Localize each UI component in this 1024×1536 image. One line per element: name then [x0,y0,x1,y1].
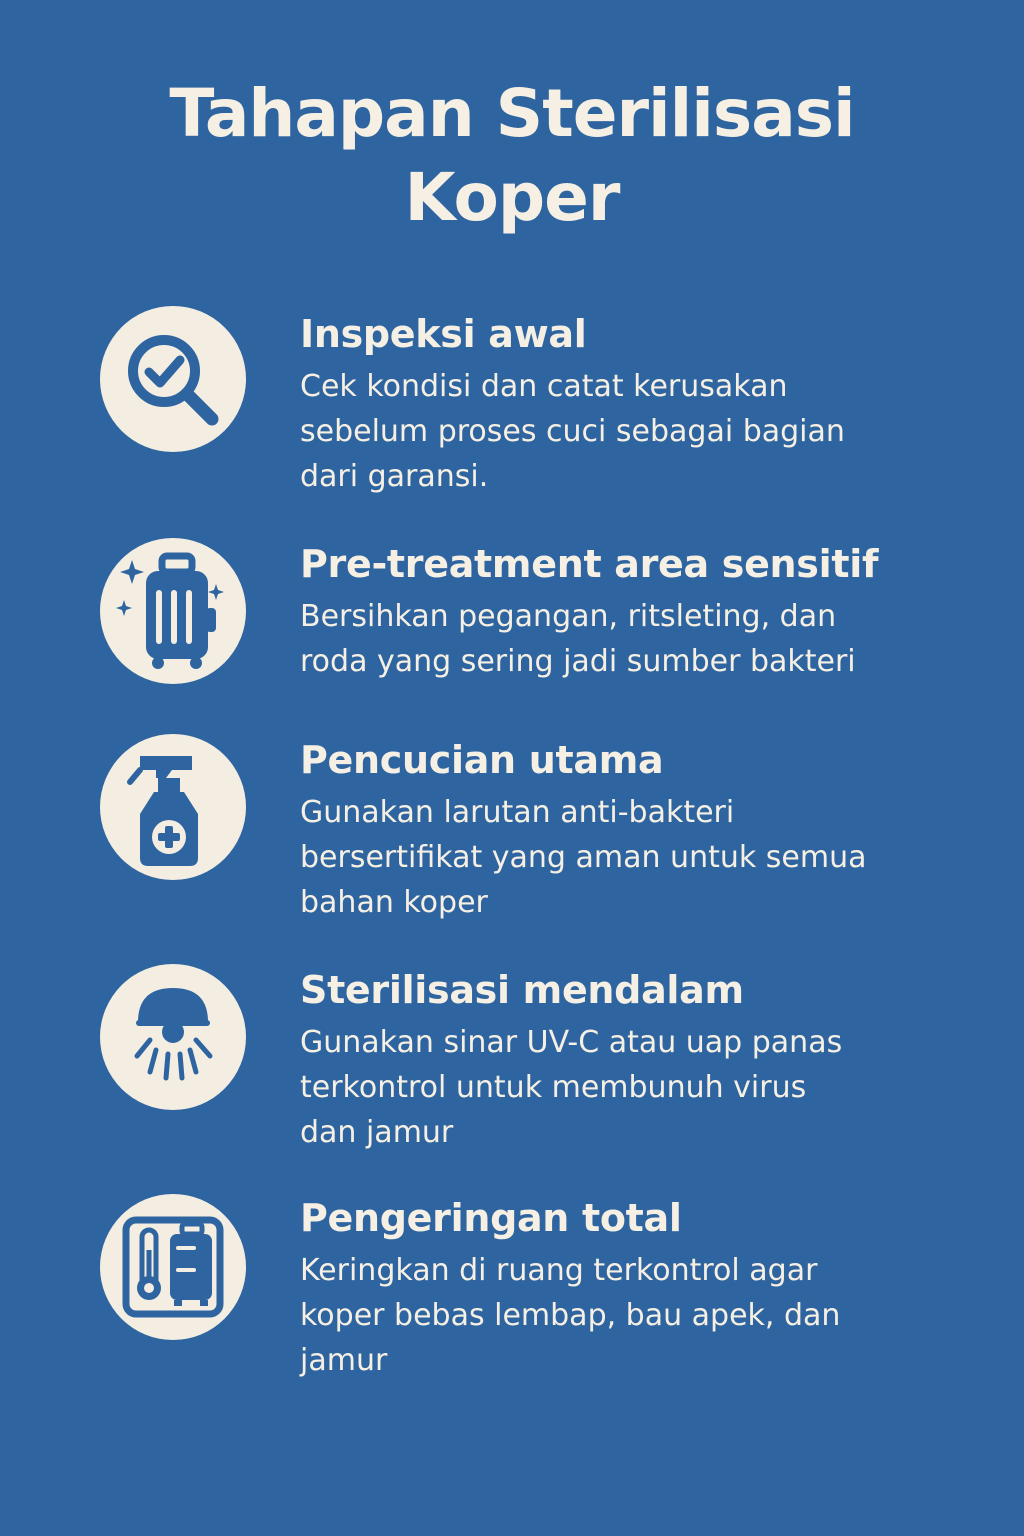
step-heading: Pre-treatment area sensitif [300,542,879,586]
page-title [0,72,1024,240]
uv-lamp-icon [100,964,246,1110]
step-heading: Inspeksi awal [300,312,587,356]
drying-room-icon [100,1194,246,1340]
page-title-line-1: Tahapan Sterilisasi [169,75,855,152]
step-description: Gunakan larutan anti-bakteri bersertifikat yang aman untuk semua bahan koper [300,795,867,920]
step-description: Bersihkan pegangan, ritsleting, dan roda yang sering jadi sumber bakteri [300,599,856,679]
suitcase-sparkle-icon [100,538,246,684]
step-description: Keringkan di ruang terkontrol agar koper bebas lembap, bau apek, dan jamur [300,1253,841,1378]
page-title-line-2: Koper [404,159,620,236]
step-heading: Pengeringan total [300,1196,682,1240]
spray-bottle-icon [100,734,246,880]
magnifier-check-icon [100,306,246,452]
step-heading: Sterilisasi mendalam [300,968,744,1012]
step-description: Gunakan sinar UV-C atau uap panas terkontrol untuk membunuh virus dan jamur [300,1025,843,1150]
step-heading: Pencucian utama [300,738,664,782]
step-description: Cek kondisi dan catat kerusakan sebelum proses cuci sebagai bagian dari garansi. [300,369,845,494]
